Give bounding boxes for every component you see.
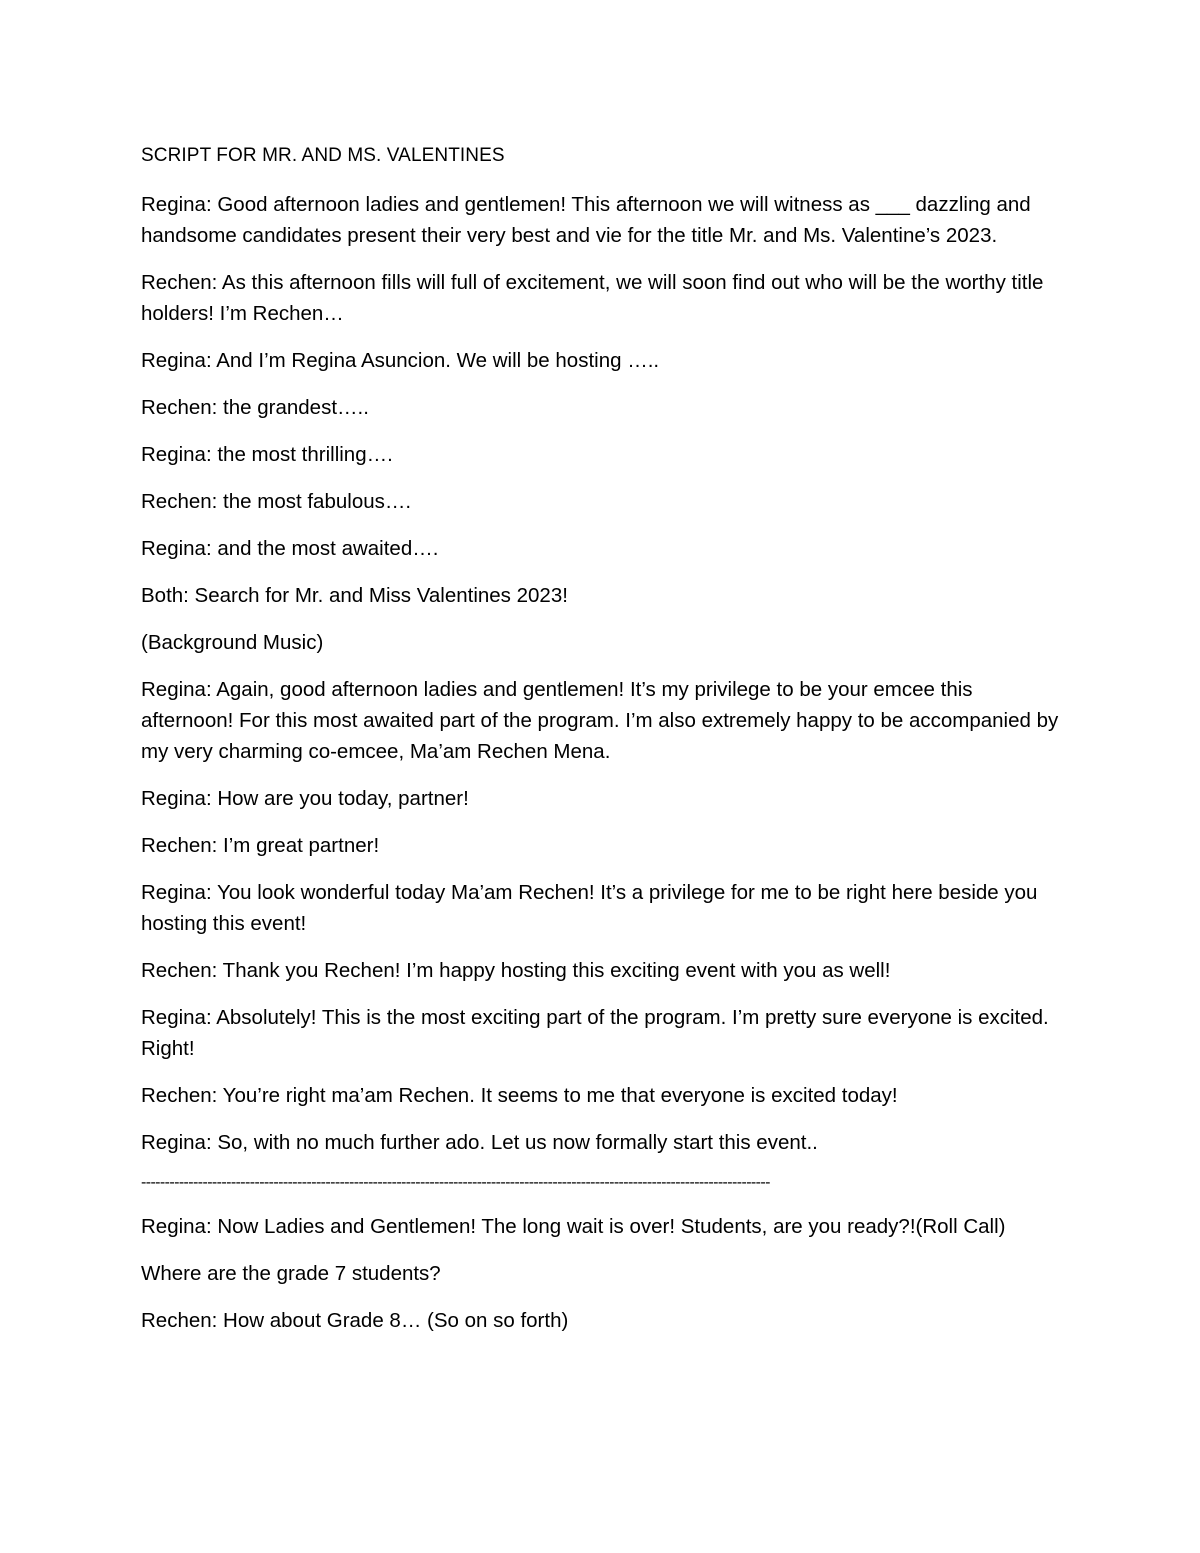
script-line: Regina: and the most awaited…. <box>141 537 439 560</box>
script-line: Rechen: I’m great partner! <box>141 834 380 857</box>
stage-direction: (Background Music) <box>141 631 324 654</box>
script-line: Both: Search for Mr. and Miss Valentines 2023! <box>141 584 568 607</box>
script-line: Rechen: the grandest….. <box>141 396 369 419</box>
script-line: Rechen: You’re right ma’am Rechen. It seems to me that everyone is excited today! <box>141 1084 898 1107</box>
document-body <box>141 142 1061 1352</box>
script-line: Regina: So, with no much further ado. Let us now formally start this event.. <box>141 1131 818 1154</box>
section-divider: ------------------------------------------------------------------------------------------------------------------------------------- <box>141 1174 770 1191</box>
script-line: Regina: the most thrilling…. <box>141 443 393 466</box>
script-line: Regina: Again, good afternoon ladies and gentlemen! It’s my privilege to be your emcee this afternoon! For this most awaited part of the program. I’m also extremely happy to be accompanied by my very charming co-emcee, Ma’am Rechen Mena. <box>141 678 1059 763</box>
script-line: Regina: Now Ladies and Gentlemen! The long wait is over! Students, are you ready?!(Roll Call) <box>141 1215 1006 1238</box>
script-line: Rechen: Thank you Rechen! I’m happy hosting this exciting event with you as well! <box>141 959 891 982</box>
document-title: SCRIPT FOR MR. AND MS. VALENTINES <box>141 145 505 166</box>
script-line: Regina: You look wonderful today Ma’am Rechen! It’s a privilege for me to be right here beside you hosting this event! <box>141 881 1038 935</box>
script-line: Regina: How are you today, partner! <box>141 787 469 810</box>
script-line: Where are the grade 7 students? <box>141 1262 441 1285</box>
script-line: Rechen: the most fabulous…. <box>141 490 412 513</box>
script-line: Regina: Good afternoon ladies and gentlemen! This afternoon we will witness as ___ dazzling and handsome candidates present their very best and vie for the title Mr. and Ms. Valentine’s 2023. <box>141 193 1031 247</box>
script-line: Rechen: How about Grade 8… (So on so forth) <box>141 1309 569 1332</box>
script-line: Rechen: As this afternoon fills will full of excitement, we will soon find out who will be the worthy title holders! I’m Rechen… <box>141 271 1044 325</box>
script-line: Regina: Absolutely! This is the most exciting part of the program. I’m pretty sure everyone is excited. Right! <box>141 1006 1049 1060</box>
script-line: Regina: And I’m Regina Asuncion. We will be hosting ….. <box>141 349 660 372</box>
